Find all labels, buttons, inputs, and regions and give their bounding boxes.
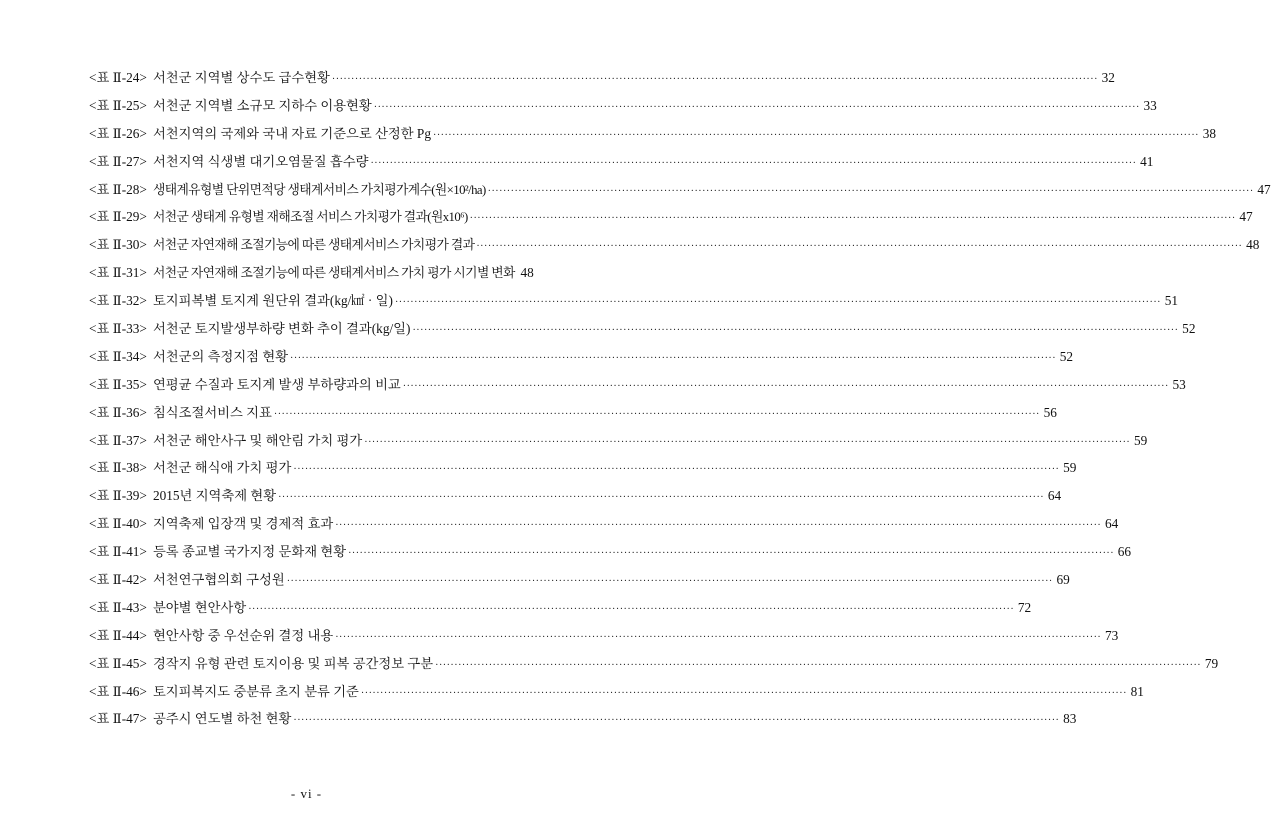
toc-entry-label: <표 Ⅱ-25> xyxy=(89,97,147,113)
toc-entry-title: 서천군 지역별 소규모 지하수 이용현황 xyxy=(152,97,372,113)
toc-entry-label: <표 Ⅱ-40> xyxy=(89,516,147,532)
toc-entry-title: 토지피복지도 중분류 초지 분류 기준 xyxy=(152,683,359,699)
toc-entry-label: <표 Ⅱ-26> xyxy=(89,125,147,141)
toc-entry-title: 분야별 현안사항 xyxy=(152,599,247,615)
dot-leader: ········································································································································································································ xyxy=(278,492,1045,504)
toc-entry[interactable] xyxy=(89,92,1157,120)
toc-entry-title: 서천군 지역별 상수도 급수현황 xyxy=(152,70,330,85)
toc-entry[interactable] xyxy=(89,399,1057,427)
toc-entry-label: <표 Ⅱ-41> xyxy=(89,544,147,560)
toc-entry-title: 침식조절서비스 지표 xyxy=(152,404,272,420)
toc-entry-page: 38 xyxy=(1202,125,1216,141)
toc-entry-page: 66 xyxy=(1117,544,1132,560)
toc-entry-title: 생태계유형별 단위면적당 생태계서비스 가치평가계수(원×10²/ha) xyxy=(152,182,486,197)
toc-entry-label: <표 Ⅱ-44> xyxy=(89,627,147,643)
dot-leader: ········································································································································································································ xyxy=(432,129,1199,141)
toc-entry-page: 41 xyxy=(1140,153,1154,169)
toc-entry[interactable] xyxy=(89,705,1077,733)
toc-entry-page: 72 xyxy=(1017,599,1032,615)
toc-entry[interactable] xyxy=(89,622,1119,650)
toc-entry-label: <표 Ⅱ-45> xyxy=(89,655,147,671)
toc-entry[interactable] xyxy=(89,566,1070,594)
toc-entry-label: <표 Ⅱ-35> xyxy=(89,376,147,392)
toc-entry[interactable] xyxy=(89,64,1115,92)
dot-leader: ········································································································································································································ xyxy=(335,520,1102,532)
toc-entry-title: 서천군 자연재해 조절기능에 따른 생태계서비스 가치 평가 시기별 변화 xyxy=(152,266,515,281)
toc-entry[interactable] xyxy=(89,482,1062,510)
toc-entry-page: 81 xyxy=(1130,683,1144,699)
dot-leader: ········································································································································································································ xyxy=(273,408,1040,420)
toc-entry-label: <표 Ⅱ-42> xyxy=(89,572,147,588)
toc-entry-title: 지역축제 입장객 및 경제적 효과 xyxy=(152,516,334,532)
dot-leader: ········································································································································································································ xyxy=(286,576,1053,588)
dot-leader: ········································································································································································································ xyxy=(394,297,1161,309)
dot-leader: ········································································································································································································ xyxy=(248,603,1015,615)
toc-entry[interactable] xyxy=(89,678,1144,706)
toc-entry-title: 등록 종교별 국가지정 문화재 현황 xyxy=(152,544,347,560)
toc-entry[interactable] xyxy=(89,203,1253,231)
toc-entry-title: 현안사항 중 우선순위 결정 내용 xyxy=(152,627,334,643)
toc-entry-label: <표 Ⅱ-36> xyxy=(89,404,147,420)
toc-entry-title: 서천지역 식생별 대기오염물질 흡수량 xyxy=(152,153,369,169)
toc-entry-title: 서천군 토지발생부하량 변화 추이 결과(kg/일) xyxy=(152,321,411,337)
dot-leader: ········································································································································································································ xyxy=(435,659,1202,671)
toc-entry-title: 서천군 자연재해 조절기능에 따른 생태계서비스 가치평가 결과 xyxy=(152,238,475,253)
table-of-contents xyxy=(89,64,1271,733)
toc-entry-label: <표 Ⅱ-28> xyxy=(89,181,147,197)
toc-entry[interactable] xyxy=(89,343,1074,371)
toc-entry-label: <표 Ⅱ-29> xyxy=(89,209,147,225)
dot-leader: ········································································································································································································ xyxy=(331,74,1098,85)
toc-entry[interactable] xyxy=(89,120,1216,148)
toc-entry-page: 52 xyxy=(1182,321,1196,337)
toc-entry-page: 53 xyxy=(1172,376,1186,392)
toc-entry[interactable] xyxy=(89,176,1271,204)
toc-entry-page: 48 xyxy=(520,265,534,281)
toc-entry-page: 83 xyxy=(1063,711,1077,727)
toc-entry-label: <표 Ⅱ-33> xyxy=(89,321,147,337)
dot-leader: ········································································································································································································ xyxy=(487,185,1254,197)
page-number: - vi - xyxy=(290,786,323,801)
toc-entry[interactable] xyxy=(89,148,1154,176)
toc-entry-label: <표 Ⅱ-43> xyxy=(89,599,147,615)
toc-entry-page: 47 xyxy=(1257,181,1271,197)
toc-entry[interactable] xyxy=(89,315,1196,343)
toc-entry-page: 69 xyxy=(1056,572,1070,588)
toc-entry-label: <표 Ⅱ-37> xyxy=(89,432,147,448)
toc-entry-label: <표 Ⅱ-24> xyxy=(89,70,147,85)
toc-entry-title: 서천군 생태계 유형별 재해조절 서비스 가치평가 결과(원x10⁶) xyxy=(152,210,468,225)
toc-entry[interactable] xyxy=(89,594,1032,622)
toc-entry-title: 연평균 수질과 토지계 발생 부하량과의 비교 xyxy=(152,376,401,392)
toc-entry-title: 서천지역의 국제와 국내 자료 기준으로 산정한 Pg xyxy=(152,125,431,141)
toc-entry-page: 56 xyxy=(1043,404,1057,420)
toc-entry[interactable] xyxy=(89,287,1178,315)
dot-leader: ········································································································································································································ xyxy=(412,325,1179,337)
dot-leader: ········································································································································································································ xyxy=(360,687,1127,699)
toc-entry[interactable] xyxy=(89,259,534,287)
toc-entry[interactable] xyxy=(89,371,1186,399)
toc-entry-label: <표 Ⅱ-34> xyxy=(89,348,147,364)
toc-entry-page: 32 xyxy=(1101,70,1115,85)
toc-entry-page: 79 xyxy=(1204,655,1219,671)
toc-entry-title: 서천연구협의회 구성원 xyxy=(152,572,285,588)
toc-entry[interactable] xyxy=(89,538,1132,566)
dot-leader: ········································································································································································································ xyxy=(370,157,1137,169)
toc-entry-label: <표 Ⅱ-31> xyxy=(89,265,147,281)
toc-entry[interactable] xyxy=(89,650,1219,678)
toc-entry-label: <표 Ⅱ-39> xyxy=(89,488,147,504)
dot-leader: ········································································································································································································ xyxy=(335,631,1102,643)
toc-entry-page: 48 xyxy=(1246,237,1260,253)
toc-entry[interactable] xyxy=(89,231,1260,259)
toc-entry-title: 서천군 해식애 가치 평가 xyxy=(152,460,292,476)
dot-leader: ········································································································································································································ xyxy=(293,464,1060,476)
toc-entry-title: 2015년 지역축제 현황 xyxy=(152,488,277,504)
dot-leader: ········································································································································································································ xyxy=(469,213,1236,225)
toc-entry-label: <표 Ⅱ-38> xyxy=(89,460,147,476)
toc-entry-title: 서천군의 측정지점 현황 xyxy=(152,348,289,364)
dot-leader: ········································································································································································································ xyxy=(290,352,1057,364)
dot-leader: ········································································································································································································ xyxy=(364,436,1131,448)
toc-entry-page: 59 xyxy=(1133,432,1148,448)
toc-entry-title: 공주시 연도별 하천 현황 xyxy=(152,711,292,727)
toc-entry-title: 토지피복별 토지계 원단위 결과(kg/㎢ · 일) xyxy=(152,293,393,309)
toc-entry-title: 서천군 해안사구 및 해안림 가치 평가 xyxy=(152,432,363,448)
dot-leader: ········································································································································································································ xyxy=(476,241,1243,253)
dot-leader: ········································································································································································································ xyxy=(348,548,1115,560)
toc-entry-label: <표 Ⅱ-27> xyxy=(89,153,147,169)
toc-entry-page: 59 xyxy=(1063,460,1077,476)
dot-leader: ········································································································································································································ xyxy=(402,380,1169,392)
toc-entry[interactable] xyxy=(89,510,1119,538)
toc-entry-title: 경작지 유형 관련 토지이용 및 피복 공간정보 구분 xyxy=(152,655,434,671)
toc-entry-label: <표 Ⅱ-30> xyxy=(89,237,147,253)
toc-entry-label: <표 Ⅱ-32> xyxy=(89,293,147,309)
toc-entry-page: 47 xyxy=(1239,209,1253,225)
toc-entry[interactable] xyxy=(89,454,1077,482)
toc-entry-page: 64 xyxy=(1104,516,1119,532)
toc-entry-page: 64 xyxy=(1047,488,1062,504)
toc-entry-page: 33 xyxy=(1143,97,1157,113)
toc-entry-label: <표 Ⅱ-46> xyxy=(89,683,147,699)
dot-leader: ········································································································································································································ xyxy=(293,715,1060,727)
toc-entry[interactable] xyxy=(89,427,1148,455)
dot-leader: ········································································································································································································ xyxy=(373,101,1140,113)
toc-entry-page: 73 xyxy=(1104,627,1119,643)
toc-entry-page: 52 xyxy=(1059,348,1074,364)
toc-entry-page: 51 xyxy=(1164,293,1178,309)
toc-entry-label: <표 Ⅱ-47> xyxy=(89,711,147,727)
